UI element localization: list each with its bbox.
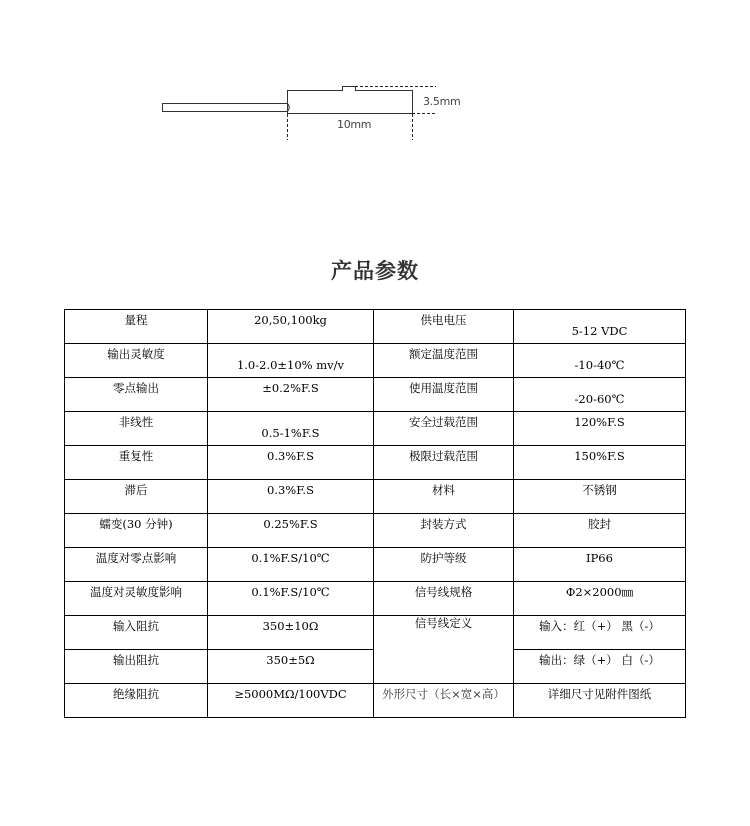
param-label: 温度对零点影响: [65, 548, 208, 582]
table-row: [65, 310, 686, 344]
param-value: 350±10Ω: [208, 616, 374, 650]
param-label: 使用温度范围: [374, 378, 514, 412]
table-row: [65, 378, 686, 412]
param-label: 安全过载范围: [374, 412, 514, 446]
height-dimension-label: 3.5mm: [423, 95, 461, 108]
param-value: -10-40℃: [514, 344, 686, 378]
dimension-diagram: [0, 0, 750, 160]
param-value: IP66: [514, 548, 686, 582]
param-label: 额定温度范围: [374, 344, 514, 378]
param-label: 蠕变(30 分钟): [65, 514, 208, 548]
param-value: ≥5000MΩ/100VDC: [208, 684, 374, 718]
table-row: [65, 480, 686, 514]
param-label: 温度对灵敏度影响: [65, 582, 208, 616]
param-value: 350±5Ω: [208, 650, 374, 684]
param-label: 输出阻抗: [65, 650, 208, 684]
param-label: 防护等级: [374, 548, 514, 582]
param-label: 零点输出: [65, 378, 208, 412]
table-row: [65, 548, 686, 582]
param-value: Φ2×2000㎜: [514, 582, 686, 616]
section-title: 产品参数: [331, 259, 419, 283]
param-label: 封装方式: [374, 514, 514, 548]
param-value: 0.3%F.S: [208, 446, 374, 480]
sensor-outline-drawing: [0, 0, 750, 160]
param-value: 20,50,100kg: [208, 310, 374, 344]
param-value: 1.0-2.0±10% mv/v: [208, 344, 374, 378]
param-label: 重复性: [65, 446, 208, 480]
table-row: [65, 514, 686, 548]
param-value: 5-12 VDC: [514, 310, 686, 344]
table-row: [65, 344, 686, 378]
table-row: [65, 412, 686, 446]
param-value: 0.3%F.S: [208, 480, 374, 514]
table-row: [65, 684, 686, 718]
param-value: 120%F.S: [514, 412, 686, 446]
signal-wire-definition-label: 信号线定义: [374, 616, 514, 684]
param-label: 量程: [65, 310, 208, 344]
param-value: ±0.2%F.S: [208, 378, 374, 412]
param-value: 150%F.S: [514, 446, 686, 480]
param-value: 输入：红（+） 黑（-）: [514, 616, 686, 650]
param-label: 绝缘阻抗: [65, 684, 208, 718]
param-value: -20-60℃: [514, 378, 686, 412]
param-value: 输出：绿（+） 白（-）: [514, 650, 686, 684]
param-label: 信号线规格: [374, 582, 514, 616]
param-label: 非线性: [65, 412, 208, 446]
param-label: 滞后: [65, 480, 208, 514]
param-value: 0.25%F.S: [208, 514, 374, 548]
param-value: 胶封: [514, 514, 686, 548]
table-row: [65, 616, 686, 650]
param-label: 输入阻抗: [65, 616, 208, 650]
param-value: 0.1%F.S/10℃: [208, 582, 374, 616]
param-label: 供电电压: [374, 310, 514, 344]
param-value: 详细尺寸见附件图纸: [514, 684, 686, 718]
param-label: 材料: [374, 480, 514, 514]
param-label: 极限过载范围: [374, 446, 514, 480]
table-row: [65, 446, 686, 480]
param-value: 不锈钢: [514, 480, 686, 514]
table-row: [65, 582, 686, 616]
param-value: 0.5-1%F.S: [208, 412, 374, 446]
param-value: 0.1%F.S/10℃: [208, 548, 374, 582]
param-label: 输出灵敏度: [65, 344, 208, 378]
param-label: 外形尺寸（长×宽×高）: [374, 684, 514, 718]
product-parameters-table: [64, 309, 686, 718]
length-dimension-label: 10mm: [337, 118, 372, 131]
